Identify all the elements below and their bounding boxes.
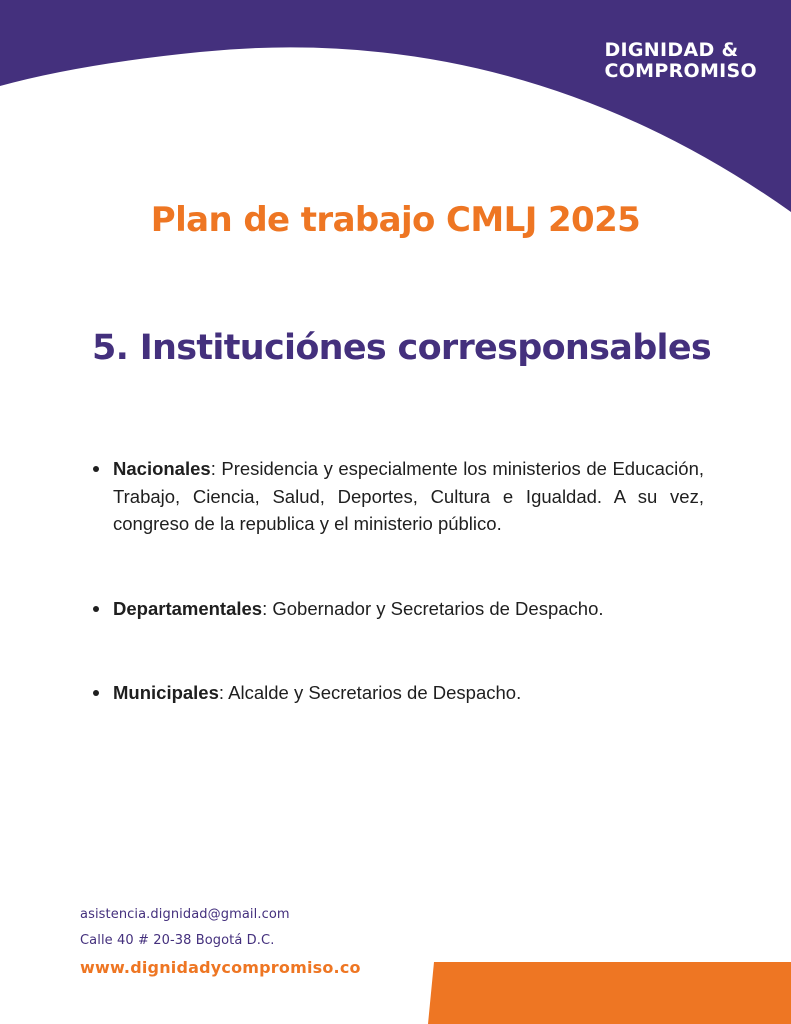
item-label: Departamentales: [113, 597, 263, 619]
header-curve-shape: [0, 0, 791, 220]
item-label: Nacionales: [113, 458, 211, 479]
logo-line-1: DIGNIDAD &: [604, 39, 739, 61]
logo-line-2: COMPROMISO: [604, 60, 757, 82]
list-item-nacionales: [113, 455, 704, 538]
institutions-list: [113, 455, 704, 707]
list-item-municipales: [113, 679, 704, 707]
item-text: : Alcalde y Secretarios de Despacho.: [218, 682, 522, 703]
item-label: Municipales: [113, 682, 219, 703]
section-title: 5. Instituciónes corresponsables: [92, 328, 712, 368]
item-text: : Presidencia y especialmente los ministerios de Educación, Trabajo, Ciencia, Salud, Deportes, Cultura e Igualdad. A su vez, congreso de la republica y el ministerio público.: [113, 458, 704, 534]
footer-orange-bar: [0, 960, 791, 1024]
brand-logo: [604, 40, 757, 82]
footer-address: Calle 40 # 20-38 Bogotá D.C.: [80, 933, 275, 948]
item-text: : Gobernador y Secretarios de Despacho.: [262, 597, 604, 619]
document-title: Plan de trabajo CMLJ 2025: [150, 200, 641, 240]
list-item-departamentales: [113, 595, 704, 623]
footer-website: www.dignidadycompromiso.co: [80, 958, 361, 977]
footer-email: asistencia.dignidad@gmail.com: [80, 907, 290, 922]
